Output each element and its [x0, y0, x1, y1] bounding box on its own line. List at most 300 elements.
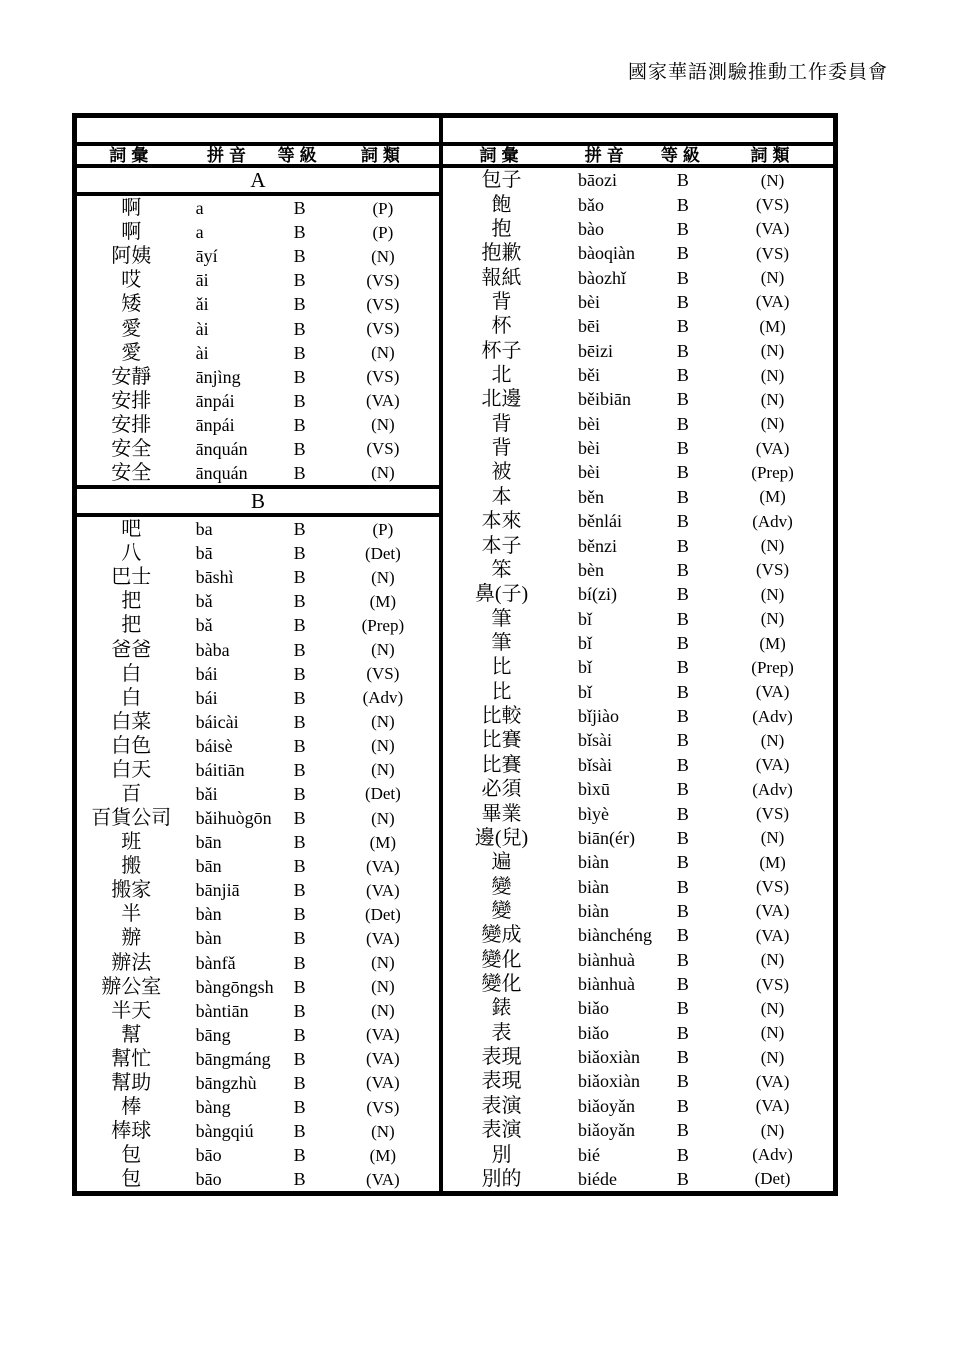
wclass-cell: (Det) — [364, 784, 401, 804]
table-row — [77, 413, 439, 437]
table-row — [443, 631, 833, 655]
word-cell: 搬 — [121, 855, 142, 878]
level-cell: B — [676, 998, 689, 1019]
pinyin-cell: běn — [578, 486, 604, 507]
level-cell: B — [293, 462, 306, 483]
wclass-cell: (VA) — [755, 1071, 790, 1091]
level-cell: B — [676, 852, 689, 873]
table-row — [443, 728, 833, 752]
word-cell: 別的 — [481, 1167, 522, 1190]
level-cell: B — [293, 414, 306, 435]
pinyin-cell: bái — [195, 687, 218, 708]
wclass-cell: (N) — [760, 730, 785, 750]
wclass-cell: (N) — [760, 828, 785, 848]
table-row — [77, 517, 439, 541]
word-cell: 安全 — [111, 461, 152, 484]
word-cell: 白色 — [111, 734, 152, 757]
section-band: A — [77, 168, 439, 196]
pinyin-cell: bàozhǐ — [578, 267, 626, 288]
level-cell: B — [676, 1168, 689, 1189]
pinyin-cell: biǎoyǎn — [578, 1120, 635, 1141]
header-level: 等級 — [660, 145, 705, 165]
header-class: 詞類 — [750, 145, 795, 165]
level-cell: B — [676, 267, 689, 288]
vocab-table-right — [443, 118, 833, 1191]
wclass-cell: (Det) — [364, 543, 401, 563]
wclass-cell: (Prep) — [751, 462, 794, 482]
pinyin-cell: biéde — [578, 1168, 617, 1189]
word-cell: 表現 — [481, 1070, 522, 1093]
pinyin-cell: bāngzhù — [195, 1072, 257, 1093]
level-cell: B — [293, 880, 306, 901]
table-row — [443, 874, 833, 898]
table-row — [443, 217, 833, 241]
table-row — [443, 265, 833, 289]
table-row — [443, 460, 833, 484]
level-cell: B — [676, 316, 689, 337]
level-cell: B — [293, 1145, 306, 1166]
wclass-cell: (P) — [372, 519, 394, 539]
pinyin-cell: ài — [195, 342, 209, 363]
wclass-cell: (VA) — [755, 292, 790, 312]
level-cell: B — [676, 462, 689, 483]
word-cell: 安靜 — [111, 365, 152, 388]
table-row — [443, 582, 833, 606]
level-cell: B — [676, 535, 689, 556]
wclass-cell: (VS) — [756, 195, 790, 215]
level-cell: B — [293, 711, 306, 732]
table-row — [77, 975, 439, 999]
wclass-cell: (VS) — [756, 560, 790, 580]
pinyin-cell: bèi — [578, 413, 600, 434]
table-row — [77, 806, 439, 830]
table-row — [77, 437, 439, 461]
table-row — [77, 220, 439, 244]
pinyin-cell: bǐ — [578, 633, 593, 653]
word-cell: 辦公室 — [101, 975, 162, 998]
pinyin-cell: bǐ — [578, 657, 593, 678]
pinyin-cell: bǎi — [195, 783, 218, 804]
word-cell: 變 — [491, 899, 512, 922]
pinyin-cell: běnlái — [578, 511, 622, 532]
table-row — [443, 753, 833, 777]
level-cell: B — [676, 486, 689, 507]
wclass-cell: (VA) — [755, 755, 790, 775]
word-cell: 把 — [121, 590, 142, 613]
word-cell: 半 — [121, 903, 142, 926]
table-row — [77, 1071, 439, 1095]
word-cell: 安全 — [111, 437, 152, 460]
pinyin-cell: biànhuà — [578, 974, 635, 995]
wclass-cell: (Adv) — [752, 706, 793, 726]
wclass-cell: (M) — [759, 852, 786, 872]
wclass-cell: (VA) — [755, 901, 790, 921]
word-cell: 抱 — [491, 217, 512, 240]
level-cell: B — [676, 730, 689, 751]
pinyin-cell: ba — [195, 519, 213, 540]
level-cell: B — [676, 1071, 689, 1092]
word-cell: 百貨公司 — [91, 807, 172, 830]
word-cell: 百 — [121, 782, 142, 805]
level-cell: B — [676, 1144, 689, 1165]
word-cell: 錶 — [491, 997, 512, 1020]
word-cell: 辦 — [121, 927, 142, 950]
table-row — [77, 268, 439, 292]
table-row — [443, 996, 833, 1020]
table-row — [77, 389, 439, 413]
pinyin-cell: bāo — [195, 1169, 222, 1190]
level-cell: B — [293, 976, 306, 997]
word-cell: 包子 — [481, 169, 522, 192]
wclass-cell: (N) — [760, 365, 785, 385]
word-cell: 表演 — [481, 1094, 522, 1117]
header-word: 詞彙 — [109, 145, 154, 165]
level-cell: B — [293, 663, 306, 684]
table-row — [443, 436, 833, 460]
word-cell: 飽 — [491, 193, 512, 216]
level-cell: B — [676, 1095, 689, 1116]
word-cell: 幫忙 — [111, 1047, 152, 1070]
word-cell: 八 — [121, 542, 142, 565]
table-row — [443, 533, 833, 557]
level-cell: B — [293, 783, 306, 804]
table-row — [443, 801, 833, 825]
level-cell: B — [293, 1097, 306, 1117]
blank-header-band — [77, 118, 439, 146]
table-row — [77, 1143, 439, 1167]
wclass-cell: (VS) — [756, 804, 790, 824]
pinyin-cell: bǎo — [578, 194, 604, 215]
wclass-cell: (M) — [759, 633, 786, 653]
wclass-cell: (N) — [760, 389, 785, 409]
word-cell: 爸爸 — [111, 638, 152, 661]
word-cell: 啊 — [121, 221, 142, 244]
table-row — [77, 292, 439, 316]
pinyin-cell: bāng — [195, 1024, 231, 1045]
wclass-cell: (VA) — [366, 1049, 400, 1069]
level-cell: B — [293, 856, 306, 877]
wclass-cell: (N) — [371, 953, 395, 973]
table-row — [443, 1118, 833, 1142]
word-cell: 被 — [491, 461, 512, 484]
pinyin-cell: ài — [195, 318, 209, 339]
wclass-cell: (N) — [760, 998, 785, 1018]
pinyin-cell: bǎ — [195, 615, 213, 636]
table-row — [443, 509, 833, 533]
table-row — [77, 926, 439, 950]
pinyin-cell: bàn — [195, 904, 222, 925]
wclass-cell: (VS) — [756, 974, 790, 994]
pinyin-cell: a — [195, 198, 204, 219]
word-cell: 幫助 — [111, 1071, 152, 1094]
level-cell: B — [293, 639, 306, 660]
level-cell: B — [676, 754, 689, 775]
wclass-cell: (N) — [760, 1023, 785, 1043]
header-class: 詞類 — [360, 145, 405, 165]
word-cell: 笨 — [491, 558, 512, 581]
level-cell: B — [293, 952, 306, 973]
word-cell: 抱歉 — [481, 242, 522, 265]
level-cell: B — [676, 633, 689, 653]
word-cell: 表演 — [481, 1119, 522, 1142]
table-row — [77, 341, 439, 365]
word-cell: 辦法 — [111, 951, 152, 974]
level-cell: B — [676, 900, 689, 921]
wclass-cell: (VA) — [366, 880, 400, 900]
level-cell: B — [293, 519, 306, 540]
pinyin-cell: bēizi — [578, 340, 613, 361]
pinyin-cell: běnzi — [578, 535, 617, 556]
word-cell: 半天 — [111, 999, 152, 1022]
level-cell: B — [676, 511, 689, 532]
word-cell: 杯 — [491, 315, 512, 338]
level-cell: B — [676, 949, 689, 970]
wclass-cell: (N) — [371, 712, 395, 732]
level-cell: B — [293, 567, 306, 588]
wclass-cell: (P) — [372, 198, 394, 218]
level-cell: B — [293, 1072, 306, 1093]
wclass-cell: (Det) — [364, 904, 401, 924]
header-level: 等級 — [277, 145, 322, 165]
level-cell: B — [676, 1120, 689, 1141]
table-row — [77, 244, 439, 268]
pinyin-cell: bā — [195, 543, 213, 564]
word-cell: 畢業 — [481, 802, 522, 825]
pinyin-cell: bǐ — [578, 608, 593, 629]
table-row — [77, 196, 439, 220]
vocab-table-left — [77, 118, 443, 1191]
pinyin-cell: ānpái — [195, 414, 235, 435]
pinyin-cell: bān — [195, 832, 222, 853]
wclass-cell: (N) — [760, 950, 785, 970]
table-row — [443, 1142, 833, 1166]
table-row — [77, 589, 439, 613]
wclass-cell: (VS) — [366, 664, 400, 684]
wclass-cell: (N) — [371, 343, 395, 363]
level-cell: B — [676, 779, 689, 800]
level-cell: B — [293, 1169, 306, 1190]
word-cell: 筆 — [491, 632, 512, 654]
wclass-cell: (VS) — [756, 877, 790, 897]
wclass-cell: (Adv) — [752, 1145, 793, 1165]
word-cell: 背 — [491, 437, 512, 460]
table-row — [443, 948, 833, 972]
table-row — [77, 710, 439, 734]
level-cell: B — [676, 803, 689, 824]
pinyin-cell: bàng — [195, 1097, 231, 1117]
word-cell: 白菜 — [111, 710, 152, 733]
table-row — [77, 758, 439, 782]
level-cell: B — [676, 194, 689, 215]
wclass-cell: (M) — [369, 1145, 397, 1165]
wclass-cell: (VS) — [366, 294, 400, 314]
word-cell: 變化 — [481, 973, 522, 996]
wclass-cell: (VS) — [756, 243, 790, 263]
wclass-cell: (VA) — [755, 682, 790, 702]
wclass-cell: (VS) — [366, 270, 400, 290]
wclass-cell: (M) — [369, 832, 397, 852]
pinyin-cell: ānquán — [195, 438, 248, 459]
level-cell: B — [293, 318, 306, 339]
level-cell: B — [676, 681, 689, 702]
header-pinyin: 拼音 — [584, 145, 629, 165]
pinyin-cell: biànhuà — [578, 949, 635, 970]
left-table-rows — [77, 168, 439, 1191]
wclass-cell: (VA) — [755, 219, 790, 239]
word-cell: 別 — [491, 1143, 512, 1166]
wclass-cell: (VA) — [755, 925, 790, 945]
pinyin-cell: bǎ — [195, 591, 213, 612]
pinyin-cell: a — [195, 222, 204, 243]
word-cell: 安排 — [111, 413, 152, 436]
pinyin-cell: bàntiān — [195, 1000, 249, 1021]
level-cell: B — [676, 1047, 689, 1068]
level-cell: B — [676, 340, 689, 361]
wclass-cell: (N) — [760, 1047, 785, 1067]
wclass-cell: (VA) — [366, 391, 400, 411]
wclass-cell: (Prep) — [361, 615, 405, 635]
wclass-cell: (VS) — [366, 319, 400, 338]
word-cell: 北 — [491, 364, 512, 387]
word-cell: 本子 — [481, 534, 522, 557]
table-row — [77, 1047, 439, 1071]
pinyin-cell: bǐ — [578, 681, 593, 702]
section-band: B — [77, 485, 439, 517]
word-cell: 本 — [491, 485, 512, 508]
wclass-cell: (VA) — [366, 1169, 400, 1189]
pinyin-cell: ānquán — [195, 462, 248, 483]
pinyin-cell: bàoqiàn — [578, 243, 635, 264]
level-cell: B — [676, 1022, 689, 1043]
level-cell: B — [293, 591, 306, 612]
table-row — [77, 734, 439, 758]
word-cell: 遍 — [491, 851, 512, 874]
table-row — [77, 1095, 439, 1119]
word-cell: 安排 — [111, 389, 152, 412]
word-cell: 邊(兒) — [474, 826, 529, 849]
wclass-cell: (N) — [760, 584, 785, 604]
word-cell: 包 — [121, 1168, 142, 1191]
word-cell: 表 — [491, 1021, 512, 1044]
pinyin-cell: bāngmáng — [195, 1048, 271, 1069]
level-cell: B — [293, 294, 306, 315]
pinyin-cell: āyí — [195, 246, 218, 267]
word-cell: 白天 — [111, 758, 152, 781]
word-cell: 比賽 — [481, 729, 522, 752]
level-cell: B — [676, 389, 689, 410]
level-cell: B — [293, 198, 306, 219]
table-row — [443, 826, 833, 850]
table-row — [443, 290, 833, 314]
wclass-cell: (N) — [371, 463, 395, 483]
table-row — [443, 192, 833, 216]
right-table-rows — [443, 168, 833, 1191]
pinyin-cell: bàngqiú — [195, 1121, 254, 1142]
level-cell: B — [676, 706, 689, 727]
pinyin-cell: bái — [195, 663, 218, 684]
wclass-cell: (P) — [372, 222, 394, 242]
pinyin-cell: bié — [578, 1144, 600, 1165]
pinyin-cell: biǎo — [578, 1022, 609, 1043]
table-row — [77, 854, 439, 878]
table-row — [77, 782, 439, 806]
pinyin-cell: bàba — [195, 639, 230, 660]
level-cell: B — [676, 413, 689, 434]
wclass-cell: (N) — [371, 567, 395, 587]
organization-title: 國家華語測驗推動工作委員會 — [627, 62, 888, 83]
level-cell: B — [676, 291, 689, 312]
word-cell: 哎 — [121, 269, 142, 292]
level-cell: B — [293, 222, 306, 243]
pinyin-cell: bàn — [195, 928, 222, 949]
wclass-cell: (VS) — [366, 1097, 400, 1117]
wclass-cell: (N) — [371, 246, 395, 266]
table-row — [443, 777, 833, 801]
level-cell: B — [293, 687, 306, 708]
word-cell: 比賽 — [481, 753, 522, 776]
word-cell: 北邊 — [481, 388, 522, 411]
word-cell: 本來 — [481, 510, 522, 533]
wclass-cell: (VS) — [366, 439, 400, 459]
pinyin-cell: bānjiā — [195, 880, 240, 901]
wclass-cell: (VA) — [755, 1096, 790, 1116]
wclass-cell: (N) — [760, 341, 785, 361]
pinyin-cell: biǎo — [578, 998, 609, 1019]
table-row — [77, 951, 439, 975]
table-row — [443, 363, 833, 387]
table-row — [77, 999, 439, 1023]
word-cell: 把 — [121, 614, 142, 637]
wclass-cell: (VA) — [755, 438, 790, 458]
wclass-cell: (N) — [371, 760, 395, 780]
table-row — [443, 923, 833, 947]
level-cell: B — [676, 559, 689, 580]
pinyin-cell: biàn — [578, 852, 609, 873]
level-cell: B — [293, 1024, 306, 1045]
wclass-cell: (N) — [760, 536, 785, 556]
pinyin-cell: bí(zi) — [578, 584, 617, 605]
pinyin-cell: āi — [195, 270, 209, 291]
table-row — [77, 541, 439, 565]
pinyin-cell: ānpái — [195, 390, 235, 411]
pinyin-cell: bǎihuògōn — [195, 808, 272, 829]
wclass-cell: (Prep) — [751, 657, 794, 677]
pinyin-cell: bāo — [195, 1145, 222, 1166]
level-cell: B — [676, 925, 689, 946]
pinyin-cell: báisè — [195, 735, 233, 756]
table-row — [443, 850, 833, 874]
pinyin-cell: bāshì — [195, 567, 234, 588]
wclass-cell: (VS) — [366, 367, 400, 387]
level-cell: B — [293, 1048, 306, 1069]
wclass-cell: (N) — [371, 415, 395, 435]
pinyin-cell: biān(ér) — [578, 827, 635, 848]
wclass-cell: (N) — [371, 977, 395, 997]
blank-header-band — [443, 118, 833, 146]
table-row — [443, 339, 833, 363]
word-cell: 阿姨 — [111, 245, 152, 268]
table-row — [443, 387, 833, 411]
table-row — [443, 680, 833, 704]
wclass-cell: (VA) — [366, 1025, 400, 1045]
pinyin-cell: bànfǎ — [195, 952, 236, 973]
table-row — [443, 606, 833, 630]
word-cell: 矮 — [121, 293, 142, 316]
word-cell: 變 — [491, 875, 512, 898]
word-cell: 比 — [491, 680, 512, 703]
word-cell: 啊 — [121, 197, 142, 220]
wclass-cell: (Adv) — [752, 511, 793, 531]
